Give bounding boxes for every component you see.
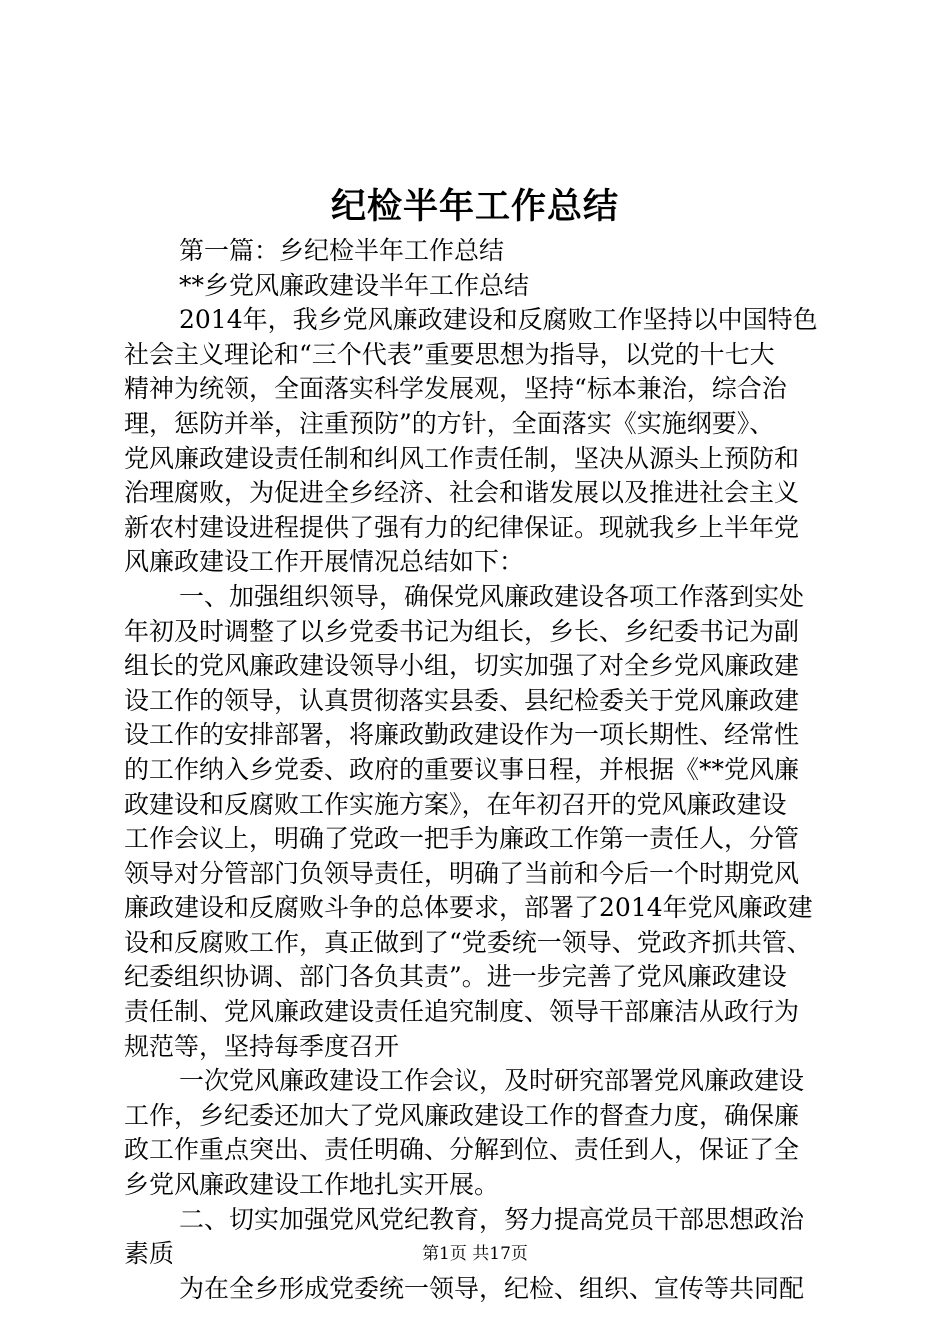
page-footer: 第1页 共17页 — [422, 1244, 528, 1264]
body-line: 设工作的安排部署，将廉政勤政建设作为一项长期性、经常性 — [124, 720, 800, 750]
body-line: 为在全乡形成党委统一领导，纪检、组织、宣传等共同配 — [179, 1273, 805, 1303]
body-line: 政工作重点突出、责任明确、分解到位、责任到人，保证了全 — [124, 1135, 800, 1165]
body-line: 一次党风廉政建设工作会议，及时研究部署党风廉政建设 — [179, 1066, 805, 1096]
body-line: 政建设和反腐败工作实施方案》，在年初召开的党风廉政建设 — [124, 789, 787, 819]
body-line: 2014年，我乡党风廉政建设和反腐败工作坚持以中国特色 — [179, 305, 818, 335]
body-line: 乡党风廉政建设工作地扎实开展。 — [124, 1170, 500, 1200]
body-line: 的工作纳入乡党委、政府的重要议事日程，并根据《**党风廉 — [124, 754, 800, 784]
body-line: 治理腐败，为促进全乡经济、社会和谐发展以及推进社会主义 — [124, 478, 800, 508]
body-line: 第一篇：乡纪检半年工作总结 — [179, 236, 505, 265]
body-line: 二、切实加强党风党纪教育，努力提高党员干部思想政治 — [179, 1204, 805, 1234]
body-line: 责任制、党风廉政建设责任追究制度、领导干部廉洁从政行为 — [124, 997, 800, 1027]
body-line: 精神为统领，全面落实科学发展观，坚持“标本兼治，综合治 — [124, 374, 787, 404]
body-line: 风廉政建设工作开展情况总结如下： — [124, 547, 525, 577]
body-line: 新农村建设进程提供了强有力的纪律保证。现就我乡上半年党 — [124, 512, 800, 542]
body-line: 领导对分管部门负领导责任，明确了当前和今后一个时期党风 — [124, 858, 800, 888]
body-line: 理，惩防并举，注重预防”的方针，全面落实《实施纲要》、 — [124, 408, 775, 438]
body-line: 年初及时调整了以乡党委书记为组长，乡长、乡纪委书记为副 — [124, 616, 800, 646]
document-title: 纪检半年工作总结 — [330, 186, 619, 227]
body-line: 设工作的领导，认真贯彻落实县委、县纪检委关于党风廉政建 — [124, 685, 800, 715]
body-line: 素质 — [124, 1239, 175, 1269]
body-line: 党风廉政建设责任制和纠风工作责任制，坚决从源头上预防和 — [124, 443, 800, 473]
body-line: **乡党风廉政建设半年工作总结 — [179, 270, 530, 300]
body-line: 工作会议上，明确了党政一把手为廉政工作第一责任人，分管 — [124, 824, 800, 854]
body-line: 规范等，坚持每季度召开 — [124, 1031, 400, 1061]
body-line: 工作，乡纪委还加大了党风廉政建设工作的督查力度，确保廉 — [124, 1100, 800, 1130]
body-line: 一、加强组织领导，确保党风廉政建设各项工作落到实处 — [179, 581, 805, 611]
document-body — [124, 234, 836, 1306]
body-line: 组长的党风廉政建设领导小组，切实加强了对全乡党风廉政建 — [124, 651, 800, 681]
body-line: 社会主义理论和“三个代表”重要思想为指导，以党的十七大 — [124, 339, 775, 369]
body-line: 设和反腐败工作，真正做到了“党委统一领导、党政齐抓共管、 — [124, 927, 812, 957]
body-line: 廉政建设和反腐败斗争的总体要求，部署了2014年党风廉政建 — [124, 893, 813, 923]
body-line: 纪委组织协调、部门各负其责”。进一步完善了党风廉政建设 — [124, 962, 787, 992]
